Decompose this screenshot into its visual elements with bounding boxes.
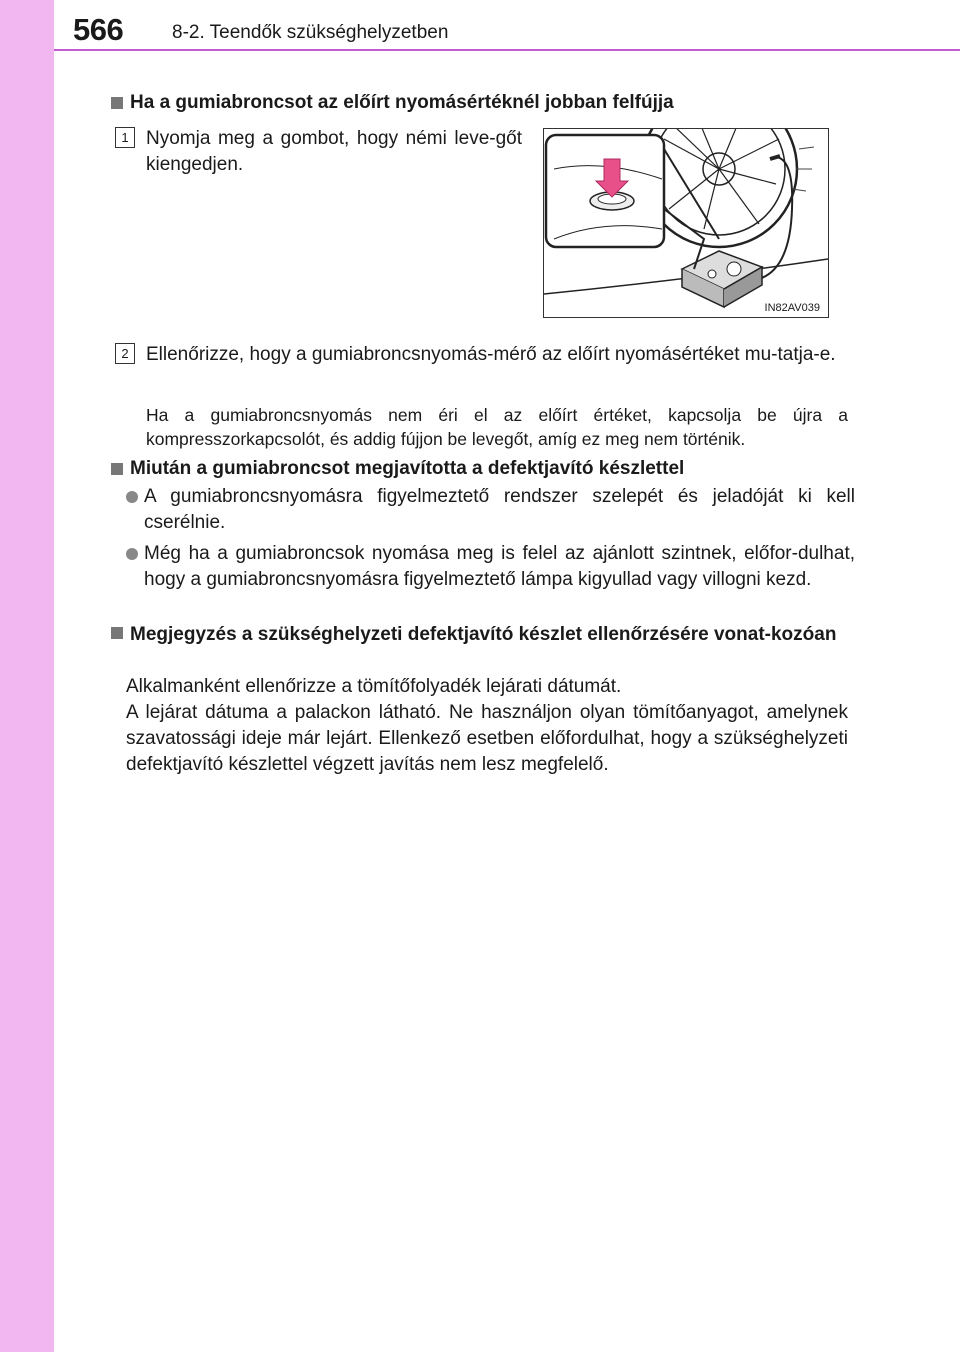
square-bullet-icon <box>111 463 123 475</box>
bullet-item <box>126 541 855 593</box>
section-heading-overinflated <box>111 92 674 114</box>
page-number: 566 <box>73 12 124 47</box>
step-1-text: Nyomja meg a gombot, hogy némi leve-gőt kiengedjen. <box>146 128 522 175</box>
square-bullet-icon <box>111 97 123 109</box>
round-bullet-icon <box>126 548 138 560</box>
section-heading-text: Ha a gumiabroncsot az előírt nyomásértéknél jobban felfújja <box>130 92 674 113</box>
kit-check-paragraph-2: A lejárat dátuma a palackon látható. Ne használjon olyan tömítőanyagot, amelynek szavatossági ideje már lejárt. Ellenkező esetben előfordulhat, hogy a szükséghelyzeti defektjavító készlettel végzett javítás nem lesz megfelelő. <box>126 702 848 775</box>
square-bullet-icon <box>111 627 123 639</box>
tire-compressor-drawing <box>544 129 828 317</box>
round-bullet-icon <box>126 491 138 503</box>
section-heading-text: Megjegyzés a szükséghelyzeti defektjavító készlet ellenőrzésére vonat-kozóan <box>130 624 837 645</box>
kit-check-paragraph-1: Alkalmanként ellenőrizze a tömítőfolyadék lejárati dátumát. <box>126 676 622 697</box>
step-number-2: 2 <box>115 343 135 364</box>
compressor-illustration <box>543 128 829 318</box>
header-divider <box>54 49 960 51</box>
bullet-item <box>126 484 855 536</box>
illustration-code: IN82AV039 <box>764 302 820 314</box>
step-2-text: Ellenőrizze, hogy a gumiabroncsnyomás-mérő az előírt nyomásértéket mu-tatja-e. <box>146 344 836 365</box>
step-number-1: 1 <box>115 127 135 148</box>
chapter-title: 8-2. Teendők szükséghelyzetben <box>172 22 449 43</box>
section-heading-after-repair <box>111 458 684 480</box>
bullet-text: Még ha a gumiabroncsok nyomása meg is felel az ajánlott szintnek, előfor-dulhat, hogy a gumiabroncsnyomásra figyelmeztető lámpa kigyullad vagy villogni kezd. <box>144 543 855 590</box>
section-heading-kit-check <box>111 622 855 648</box>
side-color-strip <box>0 0 54 1352</box>
step-2-note: Ha a gumiabroncsnyomás nem éri el az előírt értéket, kapcsolja be újra a kompresszorkapcsolót, és addig fújjon be levegőt, amíg ez meg nem történik. <box>146 405 848 449</box>
bullet-text: A gumiabroncsnyomásra figyelmeztető rendszer szelepét és jeladóját ki kell cserélnie. <box>144 486 855 533</box>
section-heading-text: Miután a gumiabroncsot megjavította a defektjavító készlettel <box>130 458 685 479</box>
